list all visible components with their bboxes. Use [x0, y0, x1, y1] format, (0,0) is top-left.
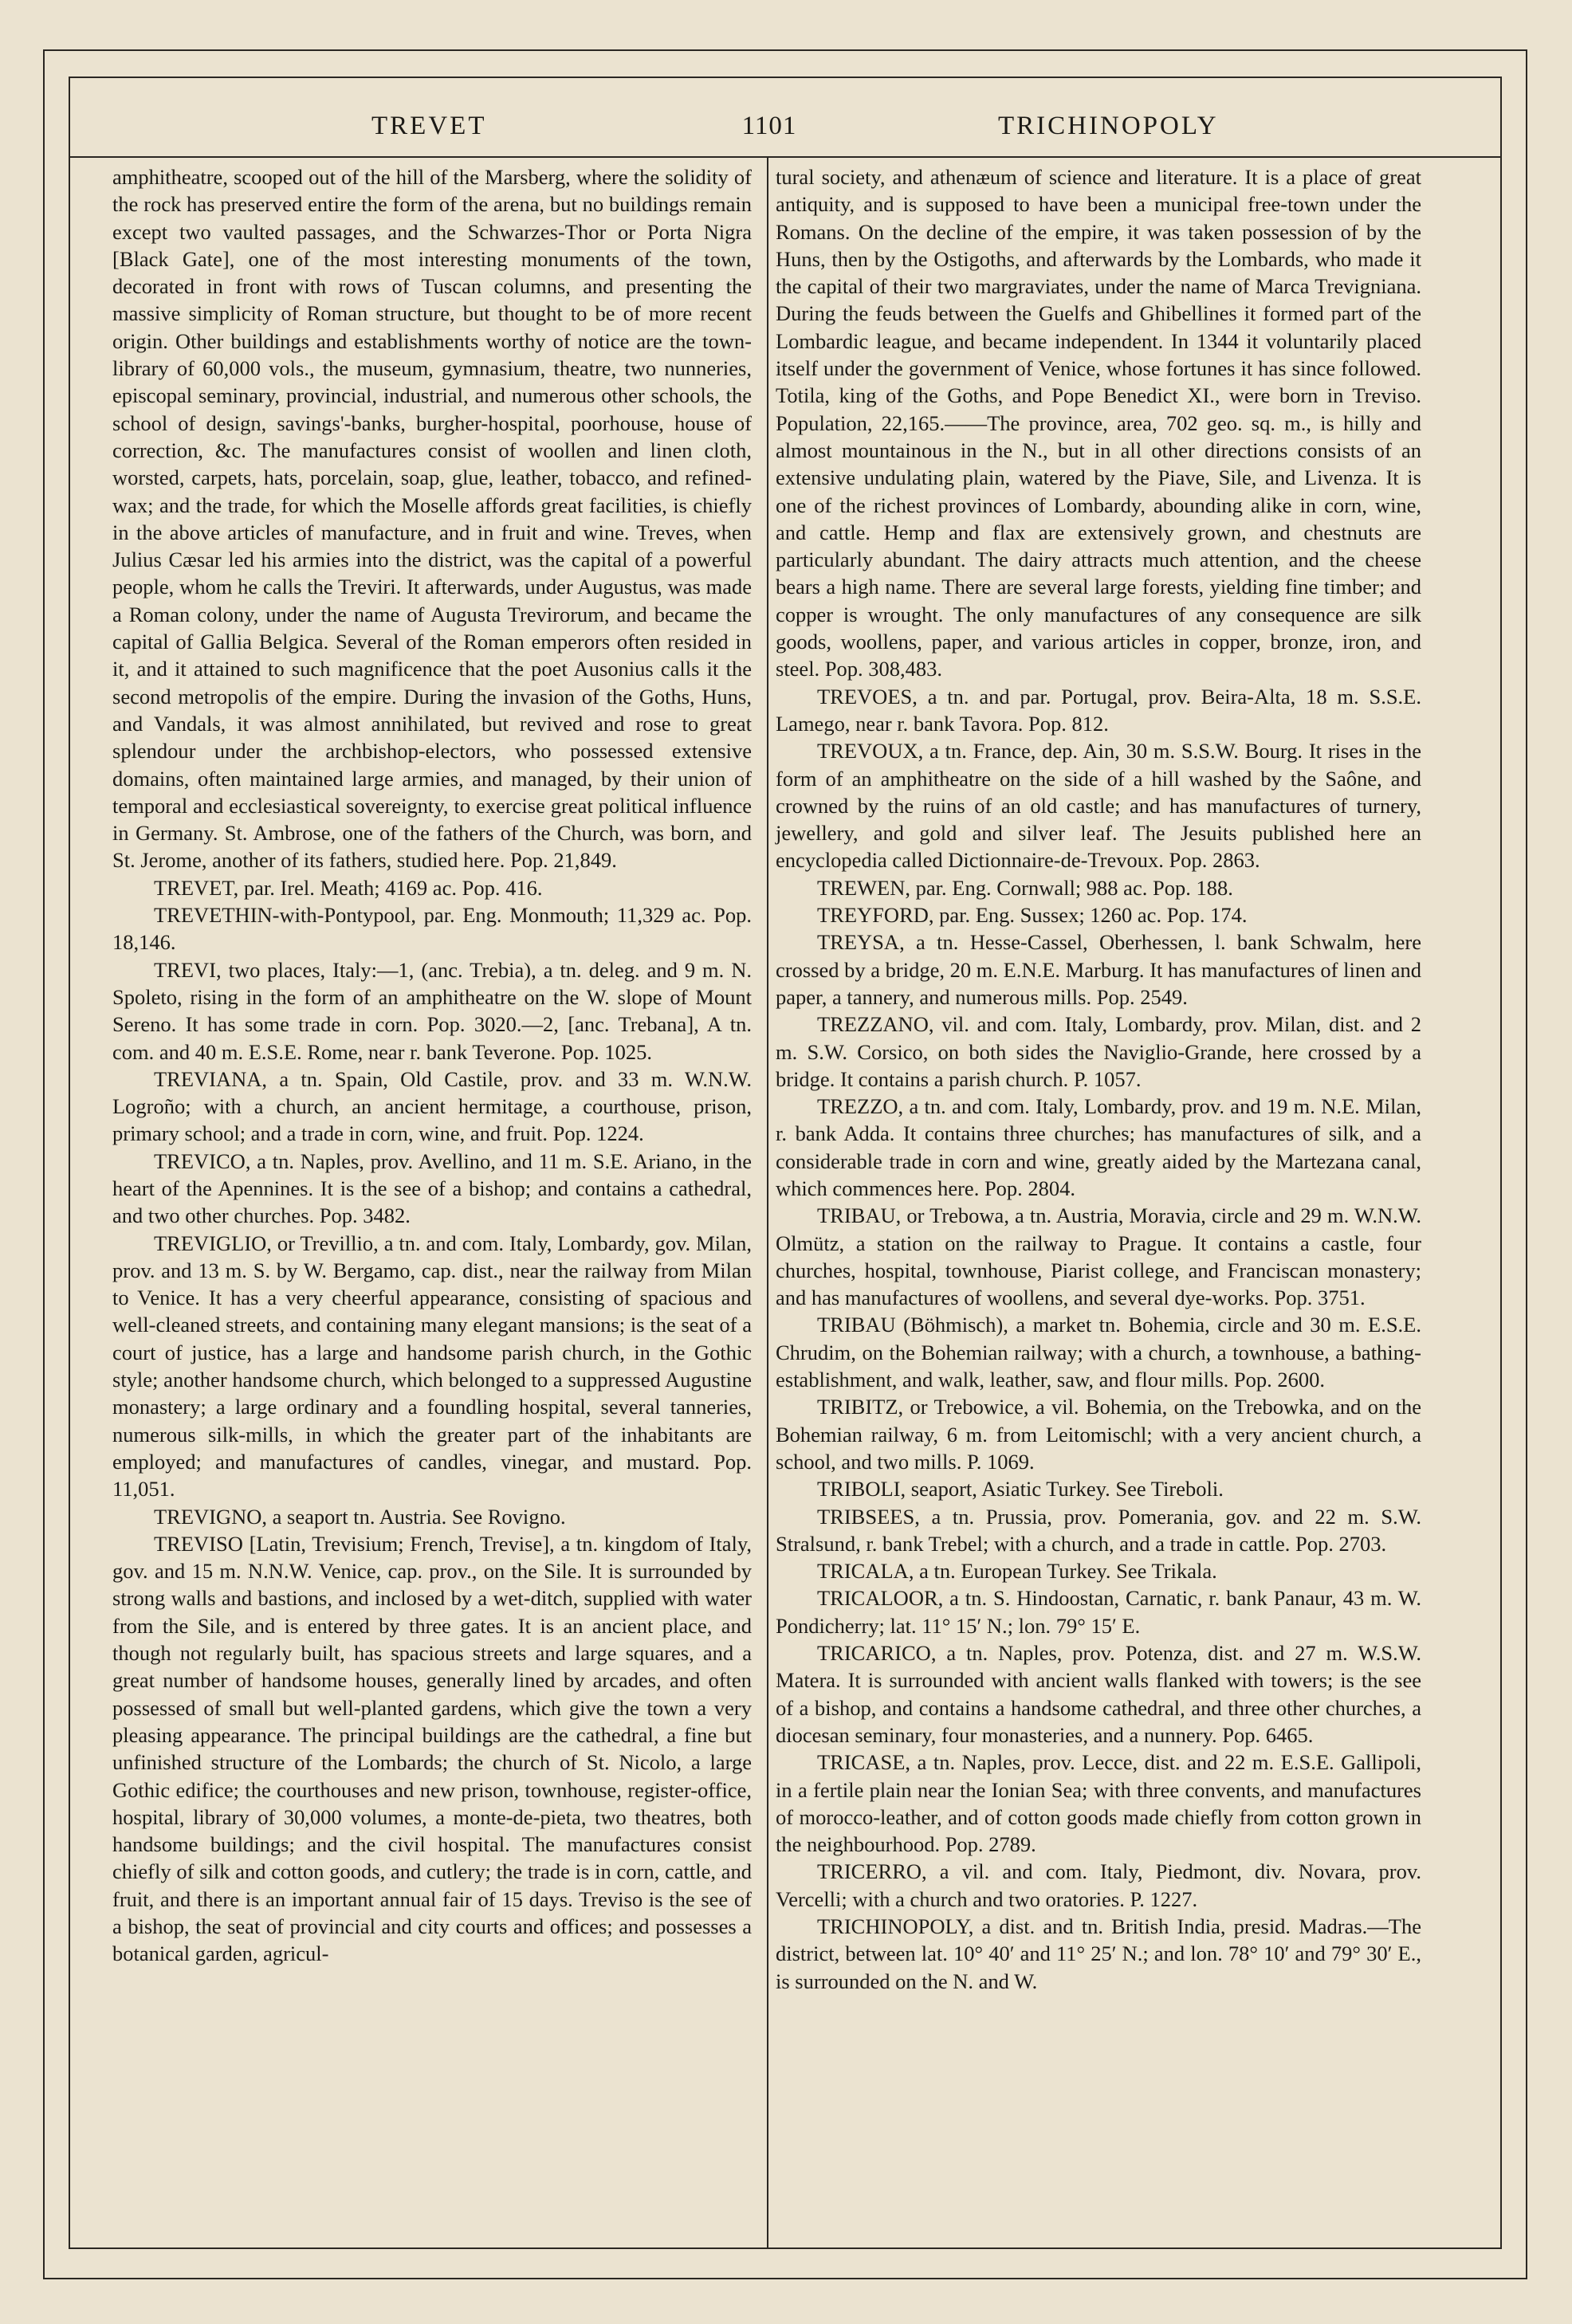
- entry-paragraph: TRIBOLI, seaport, Asiatic Turkey. See Tireboli.: [817, 1477, 1224, 1502]
- entry-paragraph: TRICALOOR, a tn. S. Hindoostan, Carnatic, r. bank Panaur, 43 m. W. Pondicherry; lat. 11° 15′ N.; lon. 79° 15′ E.: [776, 1586, 1421, 1638]
- entry-paragraph: TREZZO, a tn. and com. Italy, Lombardy, prov. and 19 m. N.E. Milan, r. bank Adda. It contains three churches; has manufactures of silk, and a considerable trade in corn and wine, greatly aided by the Martezana canal, which commences here. Pop. 2804.: [776, 1094, 1421, 1200]
- left-column: [112, 163, 752, 1968]
- entry-paragraph: TRIBITZ, or Trebowice, a vil. Bohemia, on the Trebowka, and on the Bohemian railway, 6 m. from Leitomischl; with a very ancient church, a school, and two mills. P. 1069.: [776, 1395, 1421, 1474]
- entry-paragraph: TREVOES, a tn. and par. Portugal, prov. Beira-Alta, 18 m. S.S.E. Lamego, near r. bank Tavora. Pop. 812.: [776, 684, 1421, 736]
- column-divider: [767, 158, 768, 2249]
- entry-paragraph: TREYFORD, par. Eng. Sussex; 1260 ac. Pop. 174.: [817, 903, 1248, 928]
- page-number: 1101: [741, 112, 797, 140]
- entry-paragraph: TREVI, two places, Italy:—1, (anc. Trebia), a tn. deleg. and 9 m. N. Spoleto, rising in the form of an amphitheatre on the W. slope of Mount Sereno. It has some trade in corn. Pop. 3020.—2, [anc. Trebana], A tn. com. and 40 m. E.S.E. Rome, near r. bank Teverone. Pop. 1025.: [112, 957, 752, 1064]
- entry-paragraph: TRICHINOPOLY, a dist. and tn. British India, presid. Madras.—The district, between lat. 10° 40′ and 11° 25′ N.; and lon. 78° 10′ and 79° 30′ E., is surrounded on the N. and W.: [776, 1914, 1421, 1993]
- entry-paragraph: tural society, and athenæum of science and literature. It is a place of great antiquity, and is supposed to have been a municipal free-town under the Romans. On the decline of the empire, it was taken possession of by the Huns, then by the Ostigoths, and afterwards by the Lombards, who made it the capital of their two margraviates, under the name of Marca Trevigniana. During the feuds between the Guelfs and Ghibellines it formed part of the Lombardic league, and became independent. In 1344 it voluntarily placed itself under the government of Venice, whose fortunes it has since followed. Totila, king of the Goths, and Pope Benedict XI., were born in Treviso. Population, 22,165.——The province, area, 702 geo. sq. m., is hilly and almost mountainous in the N., but in all other directions consists of an extensive undulating plain, watered by the Piave, Sile, and Livenza. It is one of the richest provinces of Lombardy, abounding alike in corn, wine, and cattle. Hemp and flax are extensively grown, and chestnuts are particularly abundant. The dairy attracts much attention, and the cheese bears a high name. There are several large forests, yielding fine timber; and copper is wrought. The only manufactures of any consequence are silk goods, woollens, paper, and various articles in copper, bronze, iron, and steel. Pop. 308,483.: [776, 165, 1421, 681]
- entry-paragraph: TRIBAU (Böhmisch), a market tn. Bohemia, circle and 30 m. E.S.E. Chrudim, on the Bohemian railway; with a church, a townhouse, a bathing-establishment, and walk, leather, saw, and flour mills. Pop. 2600.: [776, 1313, 1421, 1392]
- entry-paragraph: TRIBSEES, a tn. Prussia, prov. Pomerania, gov. and 22 m. S.W. Stralsund, r. bank Trebel; with a church, and a trade in cattle. Pop. 2703.: [776, 1504, 1421, 1556]
- entry-paragraph: TREVICO, a tn. Naples, prov. Avellino, and 11 m. S.E. Ariano, in the heart of the Apennines. It is the see of a bishop; and contains a cathedral, and two other churches. Pop. 3482.: [112, 1148, 752, 1228]
- entry-paragraph: TREVIANA, a tn. Spain, Old Castile, prov. and 33 m. W.N.W. Logroño; with a church, an ancient hermitage, a courthouse, prison, primary school; and a trade in corn, wine, and fruit. Pop. 1224.: [112, 1066, 752, 1146]
- entry-paragraph: amphitheatre, scooped out of the hill of the Marsberg, where the solidity of the rock has preserved entire the form of the arena, but no buildings remain except two vaulted passages, and the Schwarzes-Thor or Porta Nigra [Black Gate], one of the most interesting monuments of the town, decorated in front with rows of Tuscan columns, and presenting the massive simplicity of Roman structure, but thought to be of more recent origin. Other buildings and establishments worthy of notice are the town-library of 60,000 vols., the museum, gymnasium, theatre, two nunneries, episcopal seminary, provincial, industrial, and numerous other schools, the school of design, savings'-banks, burgher-hospital, poorhouse, house of correction, &c. The manufactures consist of woollen and linen cloth, worsted, carpets, hats, porcelain, soap, glue, leather, tobacco, and refined-wax; and the trade, for which the Moselle affords great facilities, is chiefly in the above articles of manufacture, and in fruit and wine. Treves, when Julius Cæsar led his armies into the district, was the capital of a powerful people, whom he calls the Treviri. It afterwards, under Augustus, was made a Roman colony, under the name of Augusta Trevirorum, and became the capital of Gallia Belgica. Several of the Roman emperors often resided in it, and it attained to such magnificence that the poet Ausonius calls it the second metropolis of the empire. During the invasion of the Goths, Huns, and Vandals, it was almost annihilated, but revived and rose to great splendour under the archbishop-electors, who possessed extensive domains, often maintained large armies, and managed, by their union of temporal and ecclesiastical sovereignty, to exercise great political influence in Germany. St. Ambrose, one of the fathers of the Church, was born, and St. Jerome, another of its fathers, studied here. Pop. 21,849.: [112, 165, 752, 873]
- right-column: [776, 163, 1421, 1995]
- header-rule: [69, 156, 1502, 158]
- running-header-right: TRICHINOPOLY: [998, 112, 1219, 140]
- entry-paragraph: TREVOUX, a tn. France, dep. Ain, 30 m. S.S.W. Bourg. It rises in the form of an amphitheatre on the side of a hill washed by the Saône, and crowned by the ruins of an old castle; and has manufactures of turnery, jewellery, and gold and silver leaf. The Jesuits published here an encyclopedia called Dictionnaire-de-Trevoux. Pop. 2863.: [776, 739, 1421, 873]
- entry-paragraph: TREZZANO, vil. and com. Italy, Lombardy, prov. Milan, dist. and 2 m. S.W. Corsico, on both sides the Naviglio-Grande, here crossed by a bridge. It contains a parish church. P. 1057.: [776, 1012, 1421, 1091]
- running-header-left: TREVET: [371, 112, 487, 140]
- entry-paragraph: TRICALA, a tn. European Turkey. See Trikala.: [817, 1559, 1217, 1584]
- entry-paragraph: TREWEN, par. Eng. Cornwall; 988 ac. Pop. 188.: [817, 875, 1233, 900]
- entry-paragraph: TRICARICO, a tn. Naples, prov. Potenza, dist. and 27 m. W.S.W. Matera. It is surrounded with ancient walls flanked with towers; is the see of a bishop, and contains a handsome cathedral, and three other churches, a diocesan seminary, four monasteries, and a nunnery. Pop. 6465.: [776, 1641, 1421, 1747]
- entry-paragraph: TREVETHIN-with-Pontypool, par. Eng. Monmouth; 11,329 ac. Pop. 18,146.: [112, 903, 752, 955]
- entry-paragraph: TRICASE, a tn. Naples, prov. Lecce, dist. and 22 m. E.S.E. Gallipoli, in a fertile plain near the Ionian Sea; with three convents, and manufactures of morocco-leather, and of cotton goods made chiefly from cotton grown in the neighbourhood. Pop. 2789.: [776, 1750, 1421, 1857]
- entry-paragraph: TRICERRO, a vil. and com. Italy, Piedmont, div. Novara, prov. Vercelli; with a church and two oratories. P. 1227.: [776, 1859, 1421, 1911]
- entry-paragraph: TREYSA, a tn. Hesse-Cassel, Oberhessen, l. bank Schwalm, here crossed by a bridge, 20 m. E.N.E. Marburg. It has manufactures of linen and paper, a tannery, and numerous mills. Pop. 2549.: [776, 930, 1421, 1009]
- entry-paragraph: TREVIGNO, a seaport tn. Austria. See Rovigno.: [154, 1504, 566, 1529]
- entry-paragraph: TREVET, par. Irel. Meath; 4169 ac. Pop. 416.: [154, 875, 543, 900]
- entry-paragraph: TRIBAU, or Trebowa, a tn. Austria, Moravia, circle and 29 m. W.N.W. Olmütz, a station on the railway to Prague. It contains a castle, four churches, hospital, townhouse, Piarist college, and Franciscan monastery; and has manufactures of woollens, and several dye-works. Pop. 3751.: [776, 1203, 1421, 1310]
- entry-paragraph: TREVISO [Latin, Trevisium; French, Trevise], a tn. kingdom of Italy, gov. and 15 m. N.N.W. Venice, cap. prov., on the Sile. It is surrounded by strong walls and bastions, and inclosed by a wet-ditch, supplied with water from the Sile, and is entered by three gates. It is an ancient place, and though not regularly built, has spacious streets and large squares, and a great number of handsome houses, generally lined by arcades, and often possessed of small but well-planted gardens, which give the town a very pleasing appearance. The principal buildings are the cathedral, a fine but unfinished structure of the Lombards; the church of St. Nicolo, a large Gothic edifice; the courthouses and new prison, townhouse, register-office, hospital, library of 30,000 volumes, a monte-de-pieta, two theatres, both handsome buildings; and the civil hospital. The manufactures consist chiefly of silk and cotton goods, and cutlery; the trade is in corn, cattle, and fruit, and there is an important annual fair of 15 days. Treviso is the see of a bishop, the seat of provincial and city courts and offices; and possesses a botanical garden, agricul-: [112, 1531, 752, 1966]
- entry-paragraph: TREVIGLIO, or Trevillio, a tn. and com. Italy, Lombardy, gov. Milan, prov. and 13 m. S. by W. Bergamo, cap. dist., near the railway from Milan to Venice. It has a very cheerful appearance, consisting of spacious and well-cleaned streets, and containing many elegant mansions; is the seat of a court of justice, has a large and handsome parish church, in the Gothic style; another handsome church, which belonged to a suppressed Augustine monastery; a large ordinary and a foundling hospital, several tanneries, numerous silk-mills, in which the greater part of the inhabitants are employed; and manufactures of candles, vinegar, and mustard. Pop. 11,051.: [112, 1231, 752, 1502]
